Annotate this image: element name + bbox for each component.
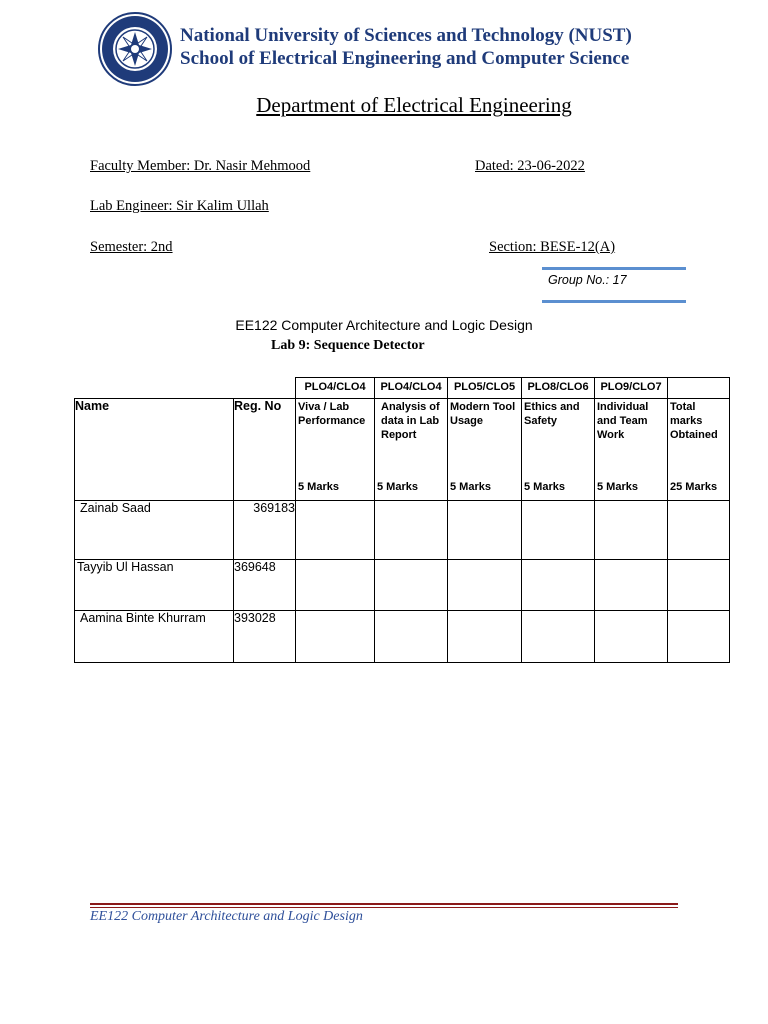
faculty-member: Faculty Member: Dr. Nasir Mehmood <box>90 158 311 174</box>
column-label: Individual and Team Work <box>597 401 649 441</box>
column-header <box>668 399 730 501</box>
column-marks: 5 Marks <box>597 481 638 493</box>
score-cell[interactable] <box>296 611 375 663</box>
plo-cell: PLO4/CLO4 <box>375 378 448 399</box>
column-header <box>595 399 668 501</box>
column-marks: 5 Marks <box>377 481 418 493</box>
column-header <box>448 399 522 501</box>
plo-cell: PLO5/CLO5 <box>448 378 522 399</box>
course-title: EE122 Computer Architecture and Logic Design <box>235 317 533 333</box>
table-row <box>75 501 730 560</box>
department-title: Department of Electrical Engineering <box>256 93 572 117</box>
university-title: National University of Sciences and Technology (NUST) <box>180 25 632 46</box>
column-label: Total marks Obtained <box>670 401 718 441</box>
score-cell[interactable] <box>595 611 668 663</box>
column-header <box>296 399 375 501</box>
name-header: Name <box>75 399 234 501</box>
table-row <box>75 611 730 663</box>
reg-header: Reg. No <box>234 399 296 501</box>
table-row <box>75 560 730 611</box>
lab-title: Lab 9: Sequence Detector <box>271 338 425 353</box>
score-cell[interactable] <box>595 501 668 560</box>
column-label: Modern Tool Usage <box>450 401 516 427</box>
group-bottom-rule <box>542 300 686 303</box>
footer-rule-thin <box>90 907 678 908</box>
score-cell[interactable] <box>448 560 522 611</box>
column-marks: 25 Marks <box>670 481 718 493</box>
column-header <box>522 399 595 501</box>
score-cell[interactable] <box>522 560 595 611</box>
school-title: School of Electrical Engineering and Computer Science <box>180 48 630 69</box>
group-number: Group No.: 17 <box>548 273 627 287</box>
plo-cell: PLO8/CLO6 <box>522 378 595 399</box>
student-reg: 393028 <box>234 611 296 663</box>
student-reg: 369648 <box>234 560 296 611</box>
column-header <box>375 399 448 501</box>
semester: Semester: 2nd <box>90 239 173 255</box>
footer-course-title: EE122 Computer Architecture and Logic Design <box>90 909 363 924</box>
score-cell[interactable] <box>375 560 448 611</box>
grade-table <box>74 377 730 663</box>
score-cell[interactable] <box>595 560 668 611</box>
date: Dated: 23-06-2022 <box>475 158 585 174</box>
score-cell[interactable] <box>375 611 448 663</box>
score-cell[interactable] <box>522 611 595 663</box>
score-cell[interactable] <box>668 501 730 560</box>
score-cell[interactable] <box>296 560 375 611</box>
lab-engineer: Lab Engineer: Sir Kalim Ullah <box>90 198 269 214</box>
plo-cell: PLO4/CLO4 <box>296 378 375 399</box>
score-cell[interactable] <box>522 501 595 560</box>
nust-logo-icon <box>98 12 172 86</box>
group-top-rule <box>542 267 686 270</box>
column-marks: 5 Marks <box>524 481 565 493</box>
column-marks: 5 Marks <box>450 481 491 493</box>
score-cell[interactable] <box>668 611 730 663</box>
student-name: Tayyib Ul Hassan <box>75 560 234 611</box>
score-cell[interactable] <box>375 501 448 560</box>
plo-cell: PLO9/CLO7 <box>595 378 668 399</box>
score-cell[interactable] <box>296 501 375 560</box>
header-row <box>75 399 730 501</box>
footer-rule <box>90 903 678 905</box>
score-cell[interactable] <box>448 501 522 560</box>
plo-cell-empty <box>668 378 730 399</box>
section: Section: BESE-12(A) <box>489 239 616 255</box>
column-marks: 5 Marks <box>298 481 339 493</box>
score-cell[interactable] <box>668 560 730 611</box>
score-cell[interactable] <box>448 611 522 663</box>
plo-row <box>75 378 730 399</box>
student-name: Zainab Saad <box>75 501 234 560</box>
student-name: Aamina Binte Khurram <box>75 611 234 663</box>
column-label: Viva / Lab Performance <box>298 401 366 427</box>
column-label: Analysis of data in Lab Report <box>381 401 440 441</box>
student-reg: 369183 <box>234 501 296 560</box>
column-label: Ethics and Safety <box>524 401 580 427</box>
